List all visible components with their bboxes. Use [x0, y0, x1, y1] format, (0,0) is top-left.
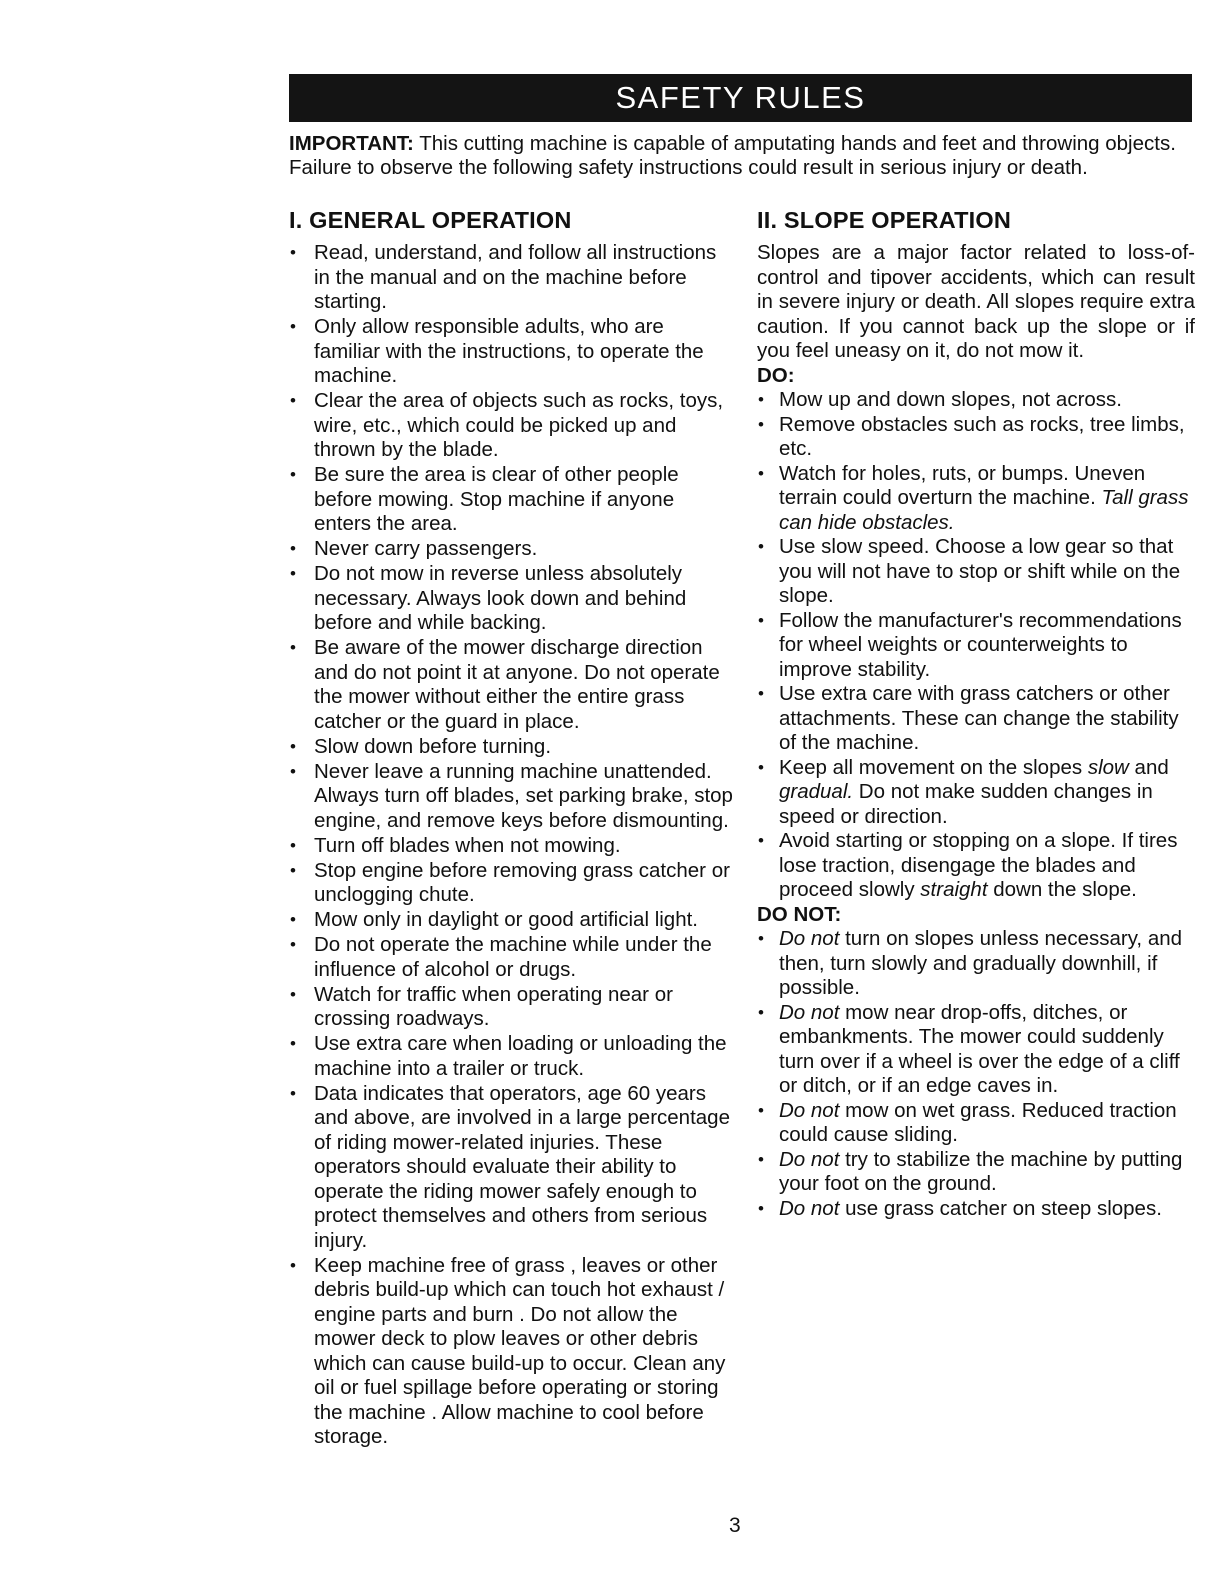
list-item [757, 1001, 1195, 1099]
list-item: • Only allow responsible adults, who are familiar with the instructions, to operate the machine. [289, 315, 734, 389]
do-not-prefix: Do not [779, 1000, 840, 1024]
do-label: DO: [757, 363, 795, 387]
list-item: • Use extra care with grass catchers or other attachments. These can change the stability of the machine. [757, 682, 1195, 756]
item-text: down the slope. [987, 878, 1137, 901]
list-item: • Be sure the area is clear of other people before mowing. Stop machine if anyone enters the area. [289, 463, 734, 537]
list-item: • Use slow speed. Choose a low gear so that you will not have to stop or shift while on the slope. [757, 535, 1195, 609]
list-item: • Turn off blades when not mowing. [289, 834, 734, 859]
list-item: • Do not operate the machine while under the influence of alcohol or drugs. [289, 933, 734, 982]
important-text: This cutting machine is capable of amputating hands and feet and throwing objects. Failure to observe the following safety instructions could result in serious injury or death. [289, 132, 1176, 179]
list-item: • Be aware of the mower discharge direction and do not point it at anyone. Do not operate the mower without either the entire grass catcher or the guard in place. [289, 636, 734, 734]
item-text: turn on slopes unless necessary, and then, turn slowly and gradually downhill, if possible. [779, 927, 1183, 999]
list-item: • Do not mow in reverse unless absolutely necessary. Always look down and behind before and while backing. [289, 562, 734, 636]
list-item: • Stop engine before removing grass catcher or unclogging chute. [289, 859, 734, 908]
banner-title: SAFETY RULES [615, 80, 866, 115]
list-item: • Slow down before turning. [289, 735, 734, 760]
list-item: • Data indicates that operators, age 60 years and above, are involved in a large percentage of riding mower-related injuries. These operators should evaluate their ability to operate the riding mower safely enough to protect themselves and others from serious injury. [289, 1082, 734, 1254]
list-item: • Never carry passengers. [289, 537, 734, 562]
item-text: Keep all movement on the slopes [779, 755, 1088, 779]
item-text: Do not make sudden changes in speed or direction. [779, 780, 1153, 828]
list-item: • Keep machine free of grass , leaves or other debris build-up which can touch hot exhaust / engine parts and burn . Do not allow the mower deck to plow leaves or other debris which can cause build-up to occur. Clean any oil or fuel spillage before operating or storing the machine . Allow machine to cool before storage. [289, 1254, 734, 1450]
do-not-prefix: Do not [779, 1147, 840, 1171]
item-text: and [1128, 755, 1169, 779]
list-item: • Watch for traffic when operating near or crossing roadways. [289, 983, 734, 1032]
do-not-label: DO NOT: [757, 902, 842, 926]
item-text: try to stabilize the machine by putting your foot on the ground. [779, 1147, 1183, 1195]
item-emphasis: straight [920, 878, 988, 901]
do-not-prefix: Do not [779, 1098, 840, 1122]
slope-intro: Slopes are a major factor related to loss-of-control and tipover accidents, which can result in severe injury or death. All slopes require extra caution. If you cannot back up the slope or if you feel uneasy on it, do not mow it. [757, 241, 1195, 362]
list-item: • Mow up and down slopes, not across. [757, 388, 1195, 413]
list-item [757, 829, 1195, 903]
list-item: • Mow only in daylight or good artificial light. [289, 908, 734, 933]
item-text: Avoid starting or stopping on a slope. If tires lose traction, disengage the blades and proceed slowly [779, 829, 1178, 901]
item-emphasis: Tall grass can hide obstacles. [779, 486, 1189, 534]
general-operation-list [289, 241, 734, 1450]
general-operation-heading: I. GENERAL OPERATION [289, 207, 572, 233]
item-text: mow on wet grass. Reduced traction could cause sliding. [779, 1098, 1177, 1146]
important-notice [289, 132, 1189, 180]
list-item: • Follow the manufacturer's recommendations for wheel weights or counterweights to improve stability. [757, 609, 1195, 683]
list-item [757, 756, 1195, 830]
do-not-prefix: Do not [779, 927, 840, 950]
item-text: mow near drop-offs, ditches, or embankments. The mower could suddenly turn over if a wheel is over the edge of a cliff or ditch, or if an edge caves in. [779, 1000, 1180, 1097]
list-item [757, 927, 1195, 1001]
slope-operation-heading: II. SLOPE OPERATION [757, 207, 1012, 233]
general-operation-column [289, 205, 734, 1450]
slope-operation-column [757, 205, 1195, 1221]
item-text: Watch for holes, ruts, or bumps. Uneven terrain could overturn the machine. [779, 461, 1146, 509]
section-banner [289, 74, 1192, 122]
list-item [757, 1148, 1195, 1197]
page-number: 3 [729, 1514, 741, 1537]
do-not-prefix: Do not [779, 1196, 840, 1220]
item-emphasis: gradual. [779, 780, 854, 803]
list-item: • Never leave a running machine unattended. Always turn off blades, set parking brake, stop engine, and remove keys before dismounting. [289, 760, 734, 834]
list-item: • Clear the area of objects such as rocks, toys, wire, etc., which could be picked up and thrown by the blade. [289, 389, 734, 463]
item-emphasis: slow [1087, 755, 1129, 779]
list-item: • Use extra care when loading or unloading the machine into a trailer or truck. [289, 1032, 734, 1081]
important-label: IMPORTANT: [289, 132, 414, 155]
do-not-list [757, 927, 1195, 1221]
item-text: use grass catcher on steep slopes. [839, 1196, 1162, 1220]
list-item [757, 462, 1195, 536]
list-item: • Read, understand, and follow all instructions in the manual and on the machine before starting. [289, 241, 734, 315]
list-item [757, 1099, 1195, 1148]
list-item [757, 1197, 1195, 1222]
list-item: • Remove obstacles such as rocks, tree limbs, etc. [757, 413, 1195, 462]
do-list [757, 388, 1195, 903]
